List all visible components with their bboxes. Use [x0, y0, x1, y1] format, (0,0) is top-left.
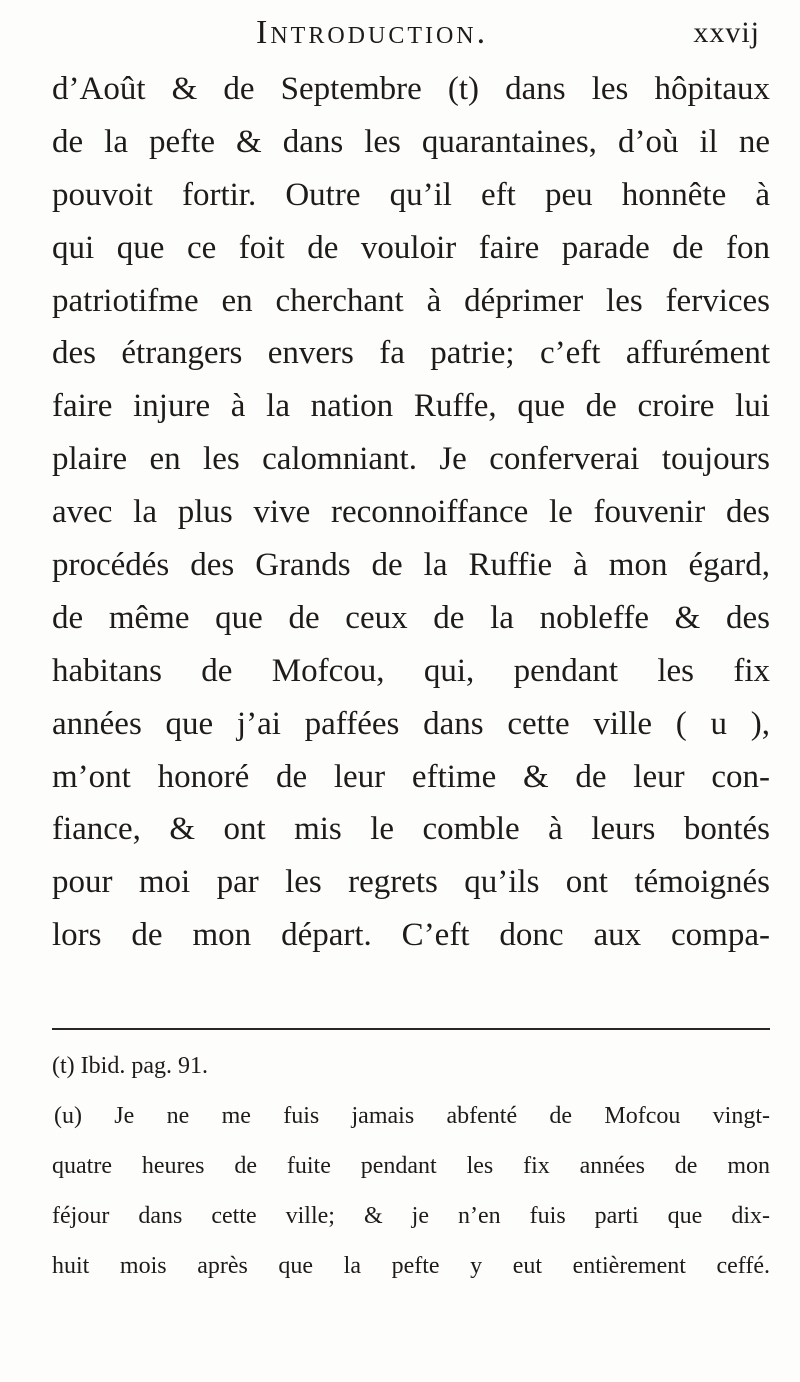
body-line: de la pefte & dans les quarantaines, d’où il ne	[52, 123, 770, 160]
body-line: fiance, & ont mis le comble à leurs bontés	[52, 811, 770, 848]
body-line: faire injure à la nation Ruffe, que de croire lui	[52, 388, 770, 425]
body-line: patriotifme en cherchant à déprimer les fervices	[52, 282, 770, 319]
footnote-u-line: féjour dans cette ville; & je n’en fuis parti que dix-	[52, 1203, 770, 1229]
footnotes	[52, 1041, 770, 1291]
body-line: lors de mon départ. C’eft donc aux compa-	[52, 917, 770, 954]
body-line: qui que ce foit de vouloir faire parade de fon	[52, 229, 770, 266]
footnote-u-line: huit mois après que la pefte y eut entièrement ceffé.	[52, 1253, 770, 1279]
body-line: pour moi par les regrets qu’ils ont témoignés	[52, 864, 770, 901]
footnote-u-line: quatre heures de fuite pendant les fix années de mon	[52, 1153, 770, 1179]
body-line: avec la plus vive reconnoiffance le fouvenir des	[52, 494, 770, 531]
footnote-divider	[52, 1028, 770, 1030]
body-line: m’ont honoré de leur eftime & de leur con-	[52, 758, 770, 795]
body-line: de même que de ceux de la nobleffe & des	[52, 599, 770, 636]
running-title: Introduction.	[256, 14, 489, 51]
page-number: xxvij	[693, 16, 760, 49]
running-head	[230, 14, 760, 60]
footnote-u-line: (u) Je ne me fuis jamais abfenté de Mofcou vingt-	[54, 1103, 770, 1129]
body-line: des étrangers envers fa patrie; c’eft affurément	[52, 335, 770, 372]
body-line: plaire en les calomniant. Je conferverai toujours	[52, 441, 770, 478]
body-line: procédés des Grands de la Ruffie à mon égard,	[52, 547, 770, 584]
body-text	[52, 63, 770, 962]
footnote-t: (t) Ibid. pag. 91.	[52, 1053, 208, 1079]
body-line: habitans de Mofcou, qui, pendant les fix	[52, 652, 770, 689]
body-line: années que j’ai paffées dans cette ville ( u ),	[52, 705, 770, 742]
body-line: pouvoit fortir. Outre qu’il eft peu honnête à	[52, 176, 770, 213]
body-line: d’Août & de Septembre (t) dans les hôpitaux	[52, 71, 770, 107]
